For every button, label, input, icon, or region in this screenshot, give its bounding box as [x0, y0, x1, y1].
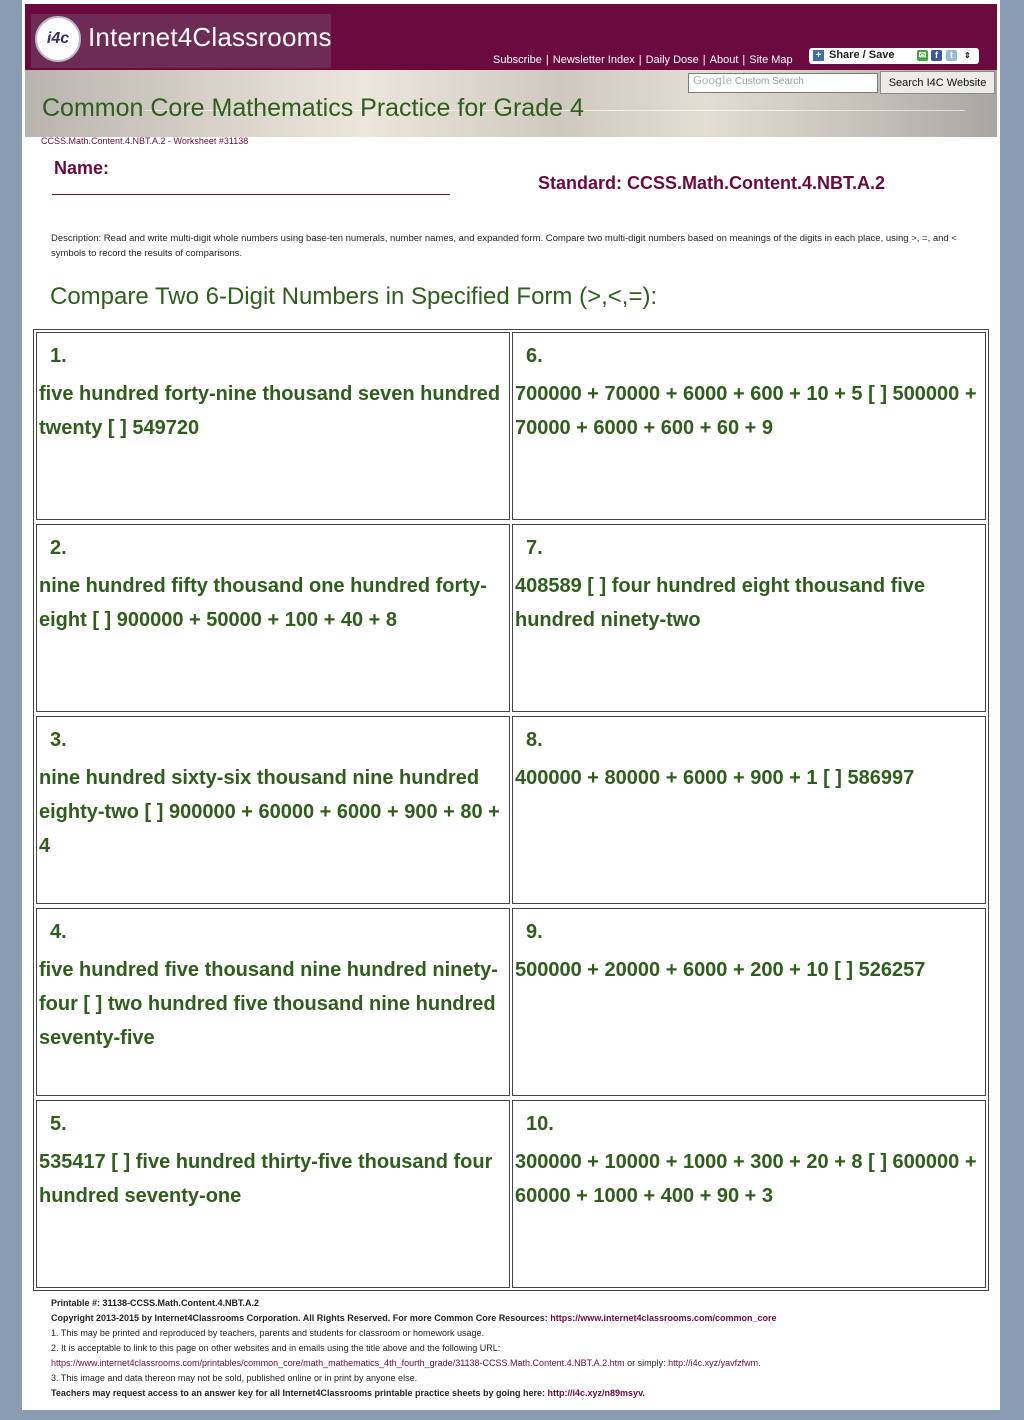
note-3: 3. This image and data thereon may not be sold, published online or in print by anyone else. [51, 1373, 418, 1383]
nav-link-about[interactable]: About [709, 54, 739, 66]
question-number: 4. [50, 921, 67, 943]
share-plus-icon: + [813, 50, 824, 61]
question-cell [36, 524, 510, 712]
nav-link-newsletter-index[interactable]: Newsletter Index [552, 54, 635, 66]
question-text: five hundred forty-nine thousand seven hundred twenty [ ] 549720 [39, 383, 501, 439]
search-button[interactable]: Search I4C Website [880, 71, 995, 94]
top-nav: Subscribe | Newsletter Index | Daily Dose | About | Site Map [493, 54, 793, 66]
note-2: 2. It is acceptable to link to this page on other websites and in emails using the title above and the following URL: [51, 1343, 501, 1353]
description: Description: Read and write multi-digit whole numbers using base-ten numerals, number names, and expanded form. Compare two multi-digit numbers based on meanings of the digits in each place, using >, =, and < symbols to record the results of comparisons. [51, 233, 957, 259]
top-bar [25, 4, 997, 70]
answer-key-link[interactable]: http://i4c.xyz/n89msyv [547, 1388, 643, 1398]
question-cell [36, 908, 510, 1096]
worksheet-url-link[interactable]: https://www.internet4classrooms.com/printables/common_core/math_mathematics_4th_fourth_grade/31138-CCSS.Math.Content.4.NBT.A.2.htm [51, 1358, 625, 1368]
question-cell [512, 908, 986, 1096]
copyright: Copyright 2013-2015 by Internet4Classrooms Corporation. All Rights Reserved. For more Common Core Resources: https://www.internet4classrooms.com/common_core [51, 1313, 777, 1323]
short-url-link[interactable]: http://i4c.xyz/yavfzfwm [668, 1358, 759, 1368]
question-number: 10. [526, 1113, 554, 1135]
breadcrumb: CCSS.Math.Content.4.NBT.A.2 - Worksheet #31138 [41, 136, 249, 146]
answer-key-note: Teachers may request access to an answer key for all Internet4Classrooms printable practice sheets by going here: http://i4c.xyz/n89msyv. [51, 1388, 645, 1398]
standard-label: Standard: CCSS.Math.Content.4.NBT.A.2 [538, 173, 886, 193]
question-text: nine hundred fifty thousand one hundred forty-eight [ ] 900000 + 50000 + 100 + 40 + 8 [39, 575, 487, 631]
question-number: 8. [526, 729, 543, 751]
share-label: Share / Save [829, 49, 895, 61]
question-number: 6. [526, 345, 543, 367]
page-title: Common Core Mathematics Practice for Grade 4 [42, 94, 584, 122]
question-text: 535417 [ ] five hundred thirty-five thousand four hundred seventy-one [39, 1151, 493, 1207]
site-logo[interactable] [31, 14, 331, 68]
question-grid [33, 329, 989, 1291]
email-icon: ✉ [918, 50, 927, 60]
logo-text: Internet4Classrooms [88, 22, 332, 52]
question-cell [512, 524, 986, 712]
nav-link-site-map[interactable]: Site Map [749, 54, 793, 66]
google-logo: Google [693, 74, 733, 87]
question-cell [36, 332, 510, 520]
question-cell [36, 716, 510, 904]
question-number: 9. [526, 921, 543, 943]
question-text: nine hundred sixty-six thousand nine hundred eighty-two [ ] 900000 + 60000 + 6000 + 900 + 80 + 4 [39, 767, 500, 857]
search-placeholder: Custom Search [734, 76, 804, 87]
twitter-icon: t [946, 50, 957, 61]
question-text: five hundred five thousand nine hundred ninety-four [ ] two hundred five thousand nine hundred seventy-five [39, 959, 498, 1049]
logo-badge: i4c [35, 16, 81, 62]
question-cell [512, 1100, 986, 1288]
question-text: 408589 [ ] four hundred eight thousand five hundred ninety-two [515, 575, 926, 631]
question-number: 7. [526, 537, 543, 559]
printable-number: Printable #: 31138-CCSS.Math.Content.4.NBT.A.2 [51, 1298, 260, 1308]
footer [51, 1296, 991, 1401]
question-text: 400000 + 80000 + 6000 + 900 + 1 [ ] 586997 [515, 767, 915, 789]
question-cell [512, 332, 986, 520]
common-core-link[interactable]: https://www.internet4classrooms.com/common_core [550, 1313, 777, 1323]
dropdown-arrows-icon: ⇕ [964, 51, 971, 60]
question-number: 3. [50, 729, 67, 751]
name-line [52, 194, 450, 195]
question-text: 500000 + 20000 + 6000 + 200 + 10 [ ] 526257 [515, 959, 926, 981]
note-2-urls: https://www.internet4classrooms.com/printables/common_core/math_mathematics_4th_fourth_grade/31138-CCSS.Math.Content.4.NBT.A.2.htm or simply: http://i4c.xyz/yavfzfwm. [51, 1358, 761, 1368]
question-text: 700000 + 70000 + 6000 + 600 + 10 + 5 [ ] 500000 + 70000 + 6000 + 600 + 60 + 9 [515, 383, 977, 439]
note-1: 1. This may be printed and reproduced by teachers, parents and students for classroom or homework usage. [51, 1328, 485, 1338]
facebook-icon: f [931, 50, 942, 61]
search-input[interactable] [688, 73, 878, 93]
question-text: 300000 + 10000 + 1000 + 300 + 20 + 8 [ ] 600000 + 60000 + 1000 + 400 + 90 + 3 [515, 1151, 977, 1207]
question-number: 5. [50, 1113, 67, 1135]
nav-link-daily-dose[interactable]: Daily Dose [645, 54, 699, 66]
nav-link-subscribe[interactable]: Subscribe [493, 54, 542, 66]
question-number: 2. [50, 537, 67, 559]
share-save-button[interactable] [809, 48, 979, 64]
worksheet-subtitle: Compare Two 6-Digit Numbers in Specified Form (>,<,=): [50, 283, 658, 310]
question-cell [36, 1100, 510, 1288]
name-label: Name: [54, 158, 110, 178]
question-cell [512, 716, 986, 904]
question-number: 1. [50, 345, 67, 367]
page [22, 0, 1000, 1410]
